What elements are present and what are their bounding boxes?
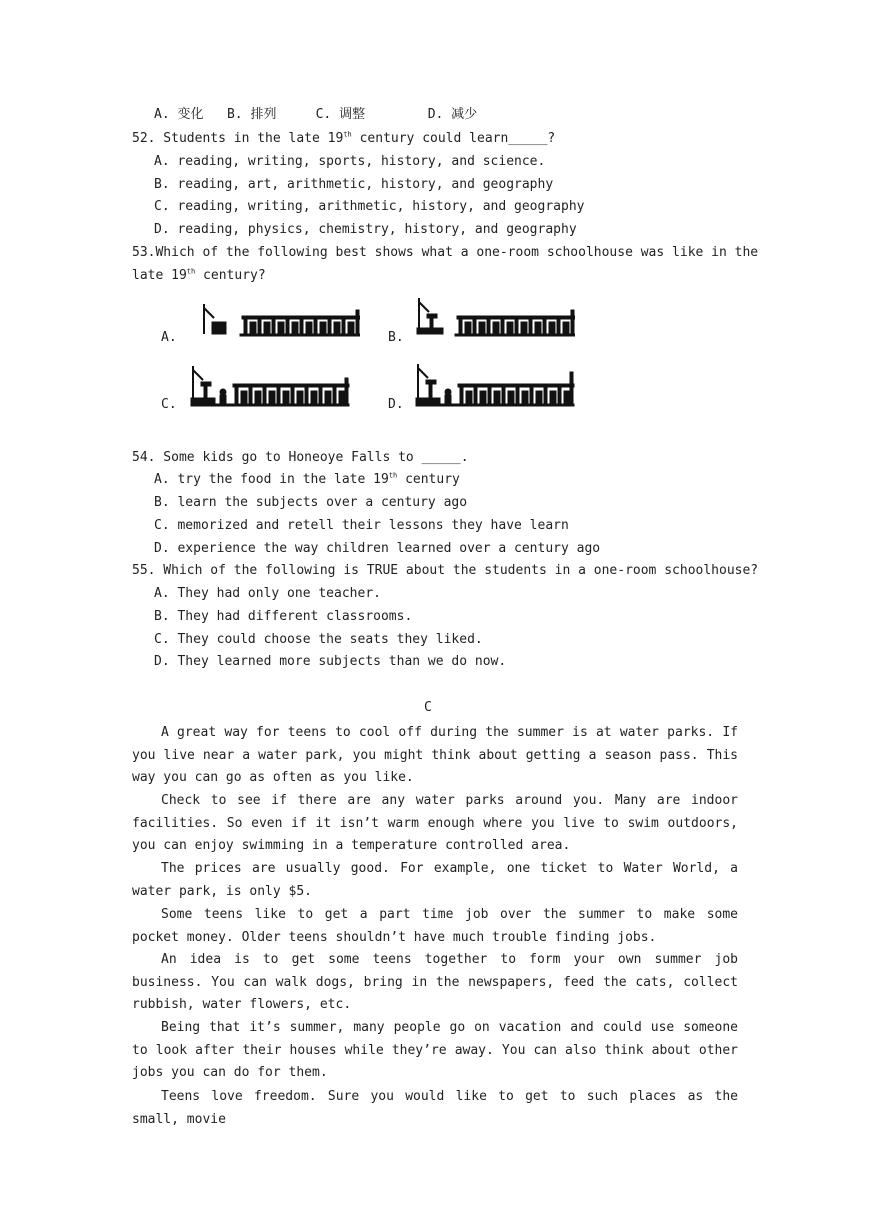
q54-option-a-end: century — [397, 472, 460, 487]
q52-stem-end: century could learn_____? — [351, 131, 556, 146]
classroom-picture-d — [414, 362, 576, 408]
q55-option-c: C. They could choose the seats they liked. — [154, 632, 483, 647]
section-c-paragraph: An idea is to get some teens together to form your own summer job business. You can walk dogs, bring in the newspapers, feed the cats, collect rubbish, water flowers, etc. — [132, 952, 738, 1013]
section-c-paragraph: Teens love freedom. Sure you would like to get to such places as the small, movie — [132, 1089, 738, 1127]
q54-option-a-sup: th — [388, 471, 398, 480]
q53-picture-a — [200, 300, 360, 338]
q52-stem-start: 52. Students in the late 19 — [132, 131, 344, 146]
q51-option-b: B. 排列 — [226, 107, 277, 122]
q51-options — [154, 106, 477, 124]
q52-stem — [132, 130, 555, 148]
section-c-paragraph: The prices are usually good. For example, one ticket to Water World, a water park, is only $5. — [132, 861, 738, 899]
q51-option-a: A. 变化 — [154, 107, 204, 122]
classroom-picture-a — [200, 300, 360, 338]
section-c-paragraph: A great way for teens to cool off during the summer is at water parks. If you live near a water park, you might think about getting a season pass. This way you can go as often as you like. — [132, 725, 738, 786]
classroom-picture-c — [189, 364, 351, 408]
q53-stem-line1: 53.Which of the following best shows what a one-room schoolhouse was like in the — [132, 245, 759, 260]
q53-label-d: D. — [388, 397, 404, 412]
q53-label-c: C. — [161, 397, 177, 412]
q55-stem: 55. Which of the following is TRUE about the students in a one-room schoolhouse? — [132, 563, 759, 578]
q55-option-a: A. They had only one teacher. — [154, 586, 381, 601]
classroom-picture-b — [415, 296, 575, 338]
q52-option-d: D. reading, physics, chemistry, history, and geography — [154, 222, 577, 237]
q53-picture-b — [415, 296, 575, 338]
q54-option-b: B. learn the subjects over a century ago — [154, 495, 468, 510]
q53-picture-c — [189, 364, 351, 408]
q52-option-a: A. reading, writing, sports, history, and science. — [154, 154, 546, 169]
q52-option-b: B. reading, art, arithmetic, history, and geography — [154, 177, 554, 192]
q55-option-b: B. They had different classrooms. — [154, 609, 413, 624]
q55-option-d: D. They learned more subjects than we do now. — [154, 654, 507, 669]
section-c-paragraph: Some teens like to get a part time job over the summer to make some pocket money. Older teens shouldn’t have much trouble finding jobs. — [132, 907, 738, 945]
q54-option-d: D. experience the way children learned over a century ago — [154, 541, 601, 556]
q52-sup: th — [343, 130, 352, 139]
q51-option-d: D. 减少 — [427, 107, 478, 122]
q54-stem: 54. Some kids go to Honeoye Falls to _____. — [132, 450, 469, 465]
q53-line2-start: late 19 — [132, 268, 187, 283]
q54-option-a — [154, 471, 460, 489]
q53-sup: th — [186, 267, 196, 276]
q53-picture-d — [414, 362, 576, 408]
q54-option-c: C. memorized and retell their lessons they have learn — [154, 518, 569, 533]
section-c-paragraph: Being that it’s summer, many people go on vacation and could use someone to look after their houses while they’re away. You can also think about other jobs you can do for them. — [132, 1020, 738, 1081]
q53-label-b: B. — [388, 330, 404, 345]
q51-option-c: C. 调整 — [315, 107, 366, 122]
section-c-paragraph: Check to see if there are any water parks around you. Many are indoor facilities. So even if it isn’t warm enough where you live to swim outdoors, you can enjoy swimming in a temperature controlled area. — [132, 793, 738, 854]
q53-label-a: A. — [161, 330, 177, 345]
q54-option-a-start: A. try the food in the late 19 — [154, 472, 389, 487]
q53-line2-end: century? — [195, 268, 266, 283]
section-c-heading: C — [424, 700, 432, 715]
q53-stem-line2 — [132, 267, 266, 285]
q52-option-c: C. reading, writing, arithmetic, history, and geography — [154, 199, 585, 214]
